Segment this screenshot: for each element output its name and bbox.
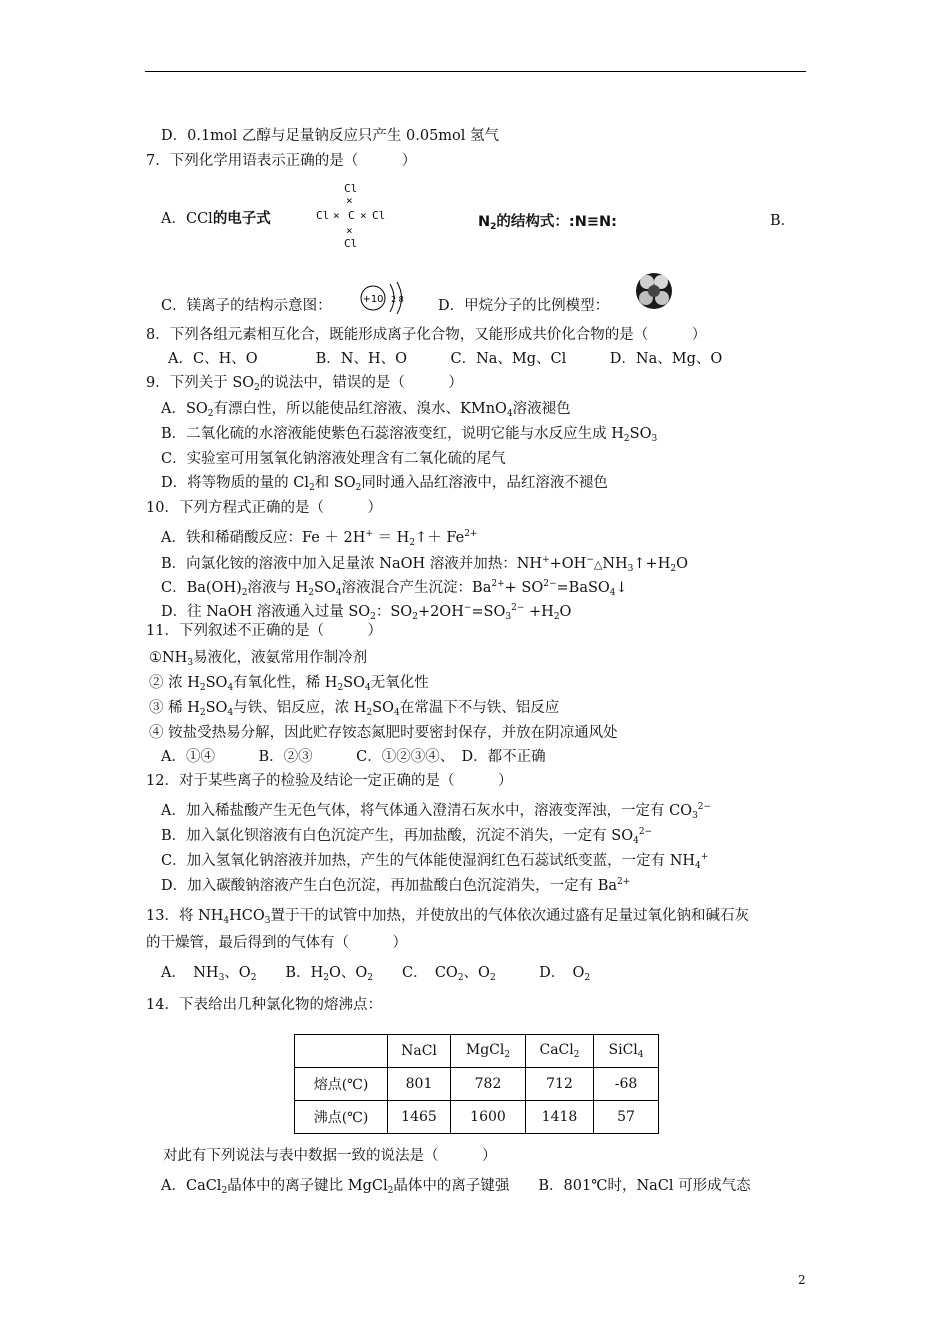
q7-option-d: D．甲烷分子的比例模型： (438, 298, 610, 314)
table-cell: 712 (526, 1068, 594, 1101)
q9-option-d: D．将等物质的量的 $Cl_2$和 $SO_2$同时通入品红溶液中，品红溶液不褪色 (161, 475, 608, 493)
question-11: 11．下列叙述不正确的是（ ） (146, 623, 382, 639)
t4: =SO (471, 604, 506, 620)
q10-option-d: D．往 NaOH 溶液通入过量 $SO_2$：$SO_2+2OH^-=SO_3^{2-} +H_2O$ (161, 603, 572, 622)
t1: D．将等物质的量的 Cl (161, 475, 309, 491)
t5: O (676, 556, 688, 572)
q7-option-b: B． (770, 213, 796, 229)
mg-nucleus-label: +10 (362, 294, 384, 305)
q10-option-a: A．铁和稀硝酸反应：$Fe + 2H^+ = H_2↑+ Fe^{2+}$ (161, 529, 478, 548)
q11-statement-3: ③ 稀 $H_2SO_4$与铁、铝反应，浓 $H_2SO_4$在常温下不与铁、铝反应 (149, 700, 560, 718)
t3: SO (313, 580, 336, 596)
t2: SO (205, 700, 228, 716)
q9-option-b: B．二氧化硫的水溶液能使紫色石蕊溶液变红，说明它能与水反应生成 $H_2SO_3$ (161, 426, 658, 444)
x-top: × (346, 194, 353, 207)
t1: B．二氧化硫的水溶液能使紫色石蕊溶液变红，说明它能与水反应生成 H (161, 426, 624, 442)
q9-a: 9．下列关于 SO (146, 375, 255, 391)
question-13-line2: 的干燥管，最后得到的气体有（ ） (146, 935, 407, 951)
t1: ③ 稀 H (149, 700, 200, 716)
t1: C．加入氢氧化钠溶液并加热，产生的气体能使湿润红色石蕊试纸变蓝，一定有 NH (161, 853, 696, 869)
t2: SO (205, 675, 228, 691)
t1: ② 浓 H (149, 675, 200, 691)
q11-statement-4: ④ 铵盐受热易分解，因此贮存铵态氮肥时要密封保存，并放在阴凉通风处 (149, 725, 618, 741)
t4: SO (343, 675, 365, 691)
table-cell: -68 (594, 1068, 659, 1101)
q7-option-c: C．镁离子的结构示意图： (161, 298, 332, 314)
t1: A．加入稀盐酸产生无色气体，将气体通入澄清石灰水中，溶液变浑浊，一定有 CO (161, 803, 693, 819)
question-12: 12．对于某些离子的检验及结论一定正确的是（ ） (146, 773, 513, 789)
header-rule (145, 71, 806, 72)
q11-options: A．①④ B．②③ C．①②③④、 D．都不正确 (161, 749, 546, 765)
t3: 同时通入品红溶液中，品红溶液不褪色 (361, 475, 608, 491)
ccl4-electron-formula (316, 183, 396, 255)
q12-option-b: B．加入氯化钡溶液有白色沉淀产生，再加盐酸，沉淀不消失，一定有 $SO_4^{2-}$ (161, 827, 653, 846)
t3: NH (602, 556, 628, 572)
t2: ：SO (375, 604, 413, 620)
c-center: C (348, 209, 355, 222)
table-cell (295, 1035, 388, 1068)
q9-option-a: A．$SO_2$有漂白性，所以能使品红溶液、溴水、KMnO$_4$溶液褪色 (161, 401, 571, 419)
t1: C．Ba(OH) (161, 580, 242, 596)
page-number: 2 (798, 1273, 806, 1287)
option-d-prev: D．0.1mol 乙醇与足量钠反应只产生 0.05mol 氢气 (161, 128, 500, 144)
t1: A．CaCl (161, 1178, 222, 1194)
cl-right: Cl (372, 209, 386, 222)
table-header-row (295, 1035, 659, 1068)
cl-left: Cl (316, 209, 330, 222)
question-13: 13．将 $NH_4HCO_3$置于干的试管中加热，并使放出的气体依次通过盛有足量过氧化钠和碱石灰 (146, 908, 750, 926)
question-10: 10．下列方程式正确的是（ ） (146, 500, 382, 516)
t1: A．铁和稀硝酸反应：Fe ＋ 2H (161, 530, 366, 546)
t4: ↑+H (633, 556, 671, 572)
mg-ion-diagram (360, 282, 420, 322)
table-cell: 1465 (388, 1101, 451, 1134)
q7-option-a (161, 210, 271, 228)
t3: B．H (256, 965, 324, 981)
t2: 晶体中的离子键比 MgCl (227, 1178, 388, 1194)
t3: ↑＋ Fe (415, 530, 465, 546)
t5: 无氧化性 (370, 675, 429, 691)
t3: +2OH (417, 604, 464, 620)
t1: D．加入碳酸钠溶液产生白色沉淀，再加盐酸白色沉淀消失，一定有 Ba (161, 878, 618, 894)
table-row (295, 1068, 659, 1101)
q14-prompt: 对此有下列说法与表中数据一致的说法是（ ） (163, 1148, 497, 1164)
table-cell: SiCl$_4$ (594, 1035, 659, 1068)
t2: +OH (549, 556, 587, 572)
table-cell: 801 (388, 1068, 451, 1101)
t3: 置于干的试管中加热，并使放出的气体依次通过盛有足量过氧化钠和碱石灰 (270, 908, 750, 924)
question-8: 8．下列各组元素相互化合，既能形成离子化合物，又能形成共价化合物的是（ ） (146, 327, 707, 343)
q8-options: A．C、H、O B．N、H、O C．Na、Mg、Cl D．Na、Mg、O (168, 351, 723, 367)
q7-a-text: A．CCl (161, 211, 213, 227)
t1: A． NH (161, 965, 219, 981)
q12-option-c: C．加入氢氧化钠溶液并加热，产生的气体能使湿润红色石蕊试纸变蓝，一定有 $NH_4^+$ (161, 852, 709, 871)
t6: O (559, 604, 572, 620)
q11-statement-2: ② 浓 $H_2SO_4$有氧化性，稀 $H_2SO_4$无氧化性 (149, 675, 429, 693)
t5: + SO (504, 580, 544, 596)
t1: ①NH (149, 650, 188, 666)
table-cell: MgCl$_2$ (451, 1035, 526, 1068)
t2: 、O (224, 965, 251, 981)
t2: SO (629, 426, 652, 442)
t4: SO (372, 700, 394, 716)
mg-shells-label: 2 8 (391, 295, 404, 304)
t2: 有漂白性，所以能使品红溶液、溴水、KMnO (213, 401, 507, 417)
q7-a-text2: 的电子式 (212, 211, 271, 227)
q11-statement-1: $①NH_3$易液化，液氨常用作制冷剂 (149, 650, 368, 668)
t1: B．加入氯化钡溶液有白色沉淀产生，再加盐酸，沉淀不消失，一定有 SO (161, 828, 634, 844)
t3: 溶液褪色 (512, 401, 571, 417)
q10-option-b: B．向氯化铵的溶液中加入足量浓 NaOH 溶液并加热：$NH^++OH^-\triangle NH_3↑+H_2O$ (161, 555, 688, 574)
n2-n: N (478, 214, 491, 230)
q13-options: A． $NH_3$、$O_2$ B．$H_2O$、$O_2$ C． $CO_2$、$O_2$ D． $O_2$ (161, 965, 591, 983)
q12-option-d: D．加入碳酸钠溶液产生白色沉淀，再加盐酸白色沉淀消失，一定有 $Ba^{2+}$ (161, 877, 631, 894)
t7: ↓ (615, 580, 628, 596)
table-cell: 57 (594, 1101, 659, 1134)
t3: 有氧化性，稀 H (233, 675, 338, 691)
t5: +H (529, 604, 554, 620)
cl-bottom: Cl (344, 237, 358, 250)
t3: 晶体中的离子键强 B．801℃时，NaCl 可形成气态 (393, 1178, 751, 1194)
question-9: 9．下列关于 $SO_2$的说法中，错误的是（ ） (146, 375, 463, 393)
table-row (295, 1101, 659, 1134)
question-14: 14．下表给出几种氯化物的熔沸点： (146, 997, 382, 1013)
n2-rest: 的结构式：:N≡N: (496, 214, 617, 230)
t2: 溶液与 H (247, 580, 309, 596)
table-cell: 沸点(℃) (295, 1101, 388, 1134)
x-left: × (333, 209, 340, 222)
t1: A．SO (161, 401, 208, 417)
t2: 和 SO (314, 475, 356, 491)
table-cell: CaCl$_2$ (526, 1035, 594, 1068)
cl-top: Cl (344, 182, 358, 195)
table-cell: 1600 (451, 1101, 526, 1134)
t6: 、O (463, 965, 490, 981)
x-bottom: × (346, 224, 353, 237)
t4: O、O (328, 965, 368, 981)
q9-b: 的说法中，错误的是（ ） (259, 375, 463, 391)
t7: D． O (495, 965, 585, 981)
methane-model-icon (634, 271, 674, 311)
t5: C． CO (372, 965, 458, 981)
x-right: × (360, 209, 367, 222)
q12-option-a: A．加入稀盐酸产生无色气体，将气体通入澄清石灰水中，溶液变浑浊，一定有 $CO_3^{2-}$ (161, 802, 712, 821)
table-cell: 1418 (526, 1101, 594, 1134)
q14-option-a-b: A．CaCl$_2$晶体中的离子键比 MgCl$_2$晶体中的离子键强 B．801℃时，NaCl 可形成气态 (161, 1178, 751, 1196)
table-cell: 熔点(℃) (295, 1068, 388, 1101)
t1: 13．将 NH (146, 908, 224, 924)
t1: B．向氯化铵的溶液中加入足量浓 NaOH 溶液并加热：NH (161, 556, 543, 572)
q10-option-c: C．$Ba(OH)_2$溶液与 $H_2SO_4$溶液混合产生沉淀：$Ba^{2+}+$ $SO^{2-}=BaSO_4↓$ (161, 579, 628, 598)
q9-option-c: C．实验室可用氢氧化钠溶液处理含有二氧化硫的尾气 (161, 451, 506, 467)
t5: 在常温下不与铁、铝反应 (399, 700, 560, 716)
question-7: 7．下列化学用语表示正确的是（ ） (146, 153, 417, 169)
t2: ＝ H (372, 530, 410, 546)
t4: 溶液混合产生沉淀：Ba (341, 580, 492, 596)
t2: 易液化，液氨常用作制冷剂 (193, 650, 368, 666)
t2: HCO (229, 908, 265, 924)
t1: D．往 NaOH 溶液通入过量 SO (161, 604, 371, 620)
t3: 与铁、铝反应，浓 H (233, 700, 367, 716)
table-cell: 782 (451, 1068, 526, 1101)
table-cell: NaCl (388, 1035, 451, 1068)
chloride-table (294, 1034, 659, 1134)
n2-structure-formula: $N_2$的结构式：:N≡N: (478, 214, 617, 232)
t6: =BaSO (556, 580, 610, 596)
